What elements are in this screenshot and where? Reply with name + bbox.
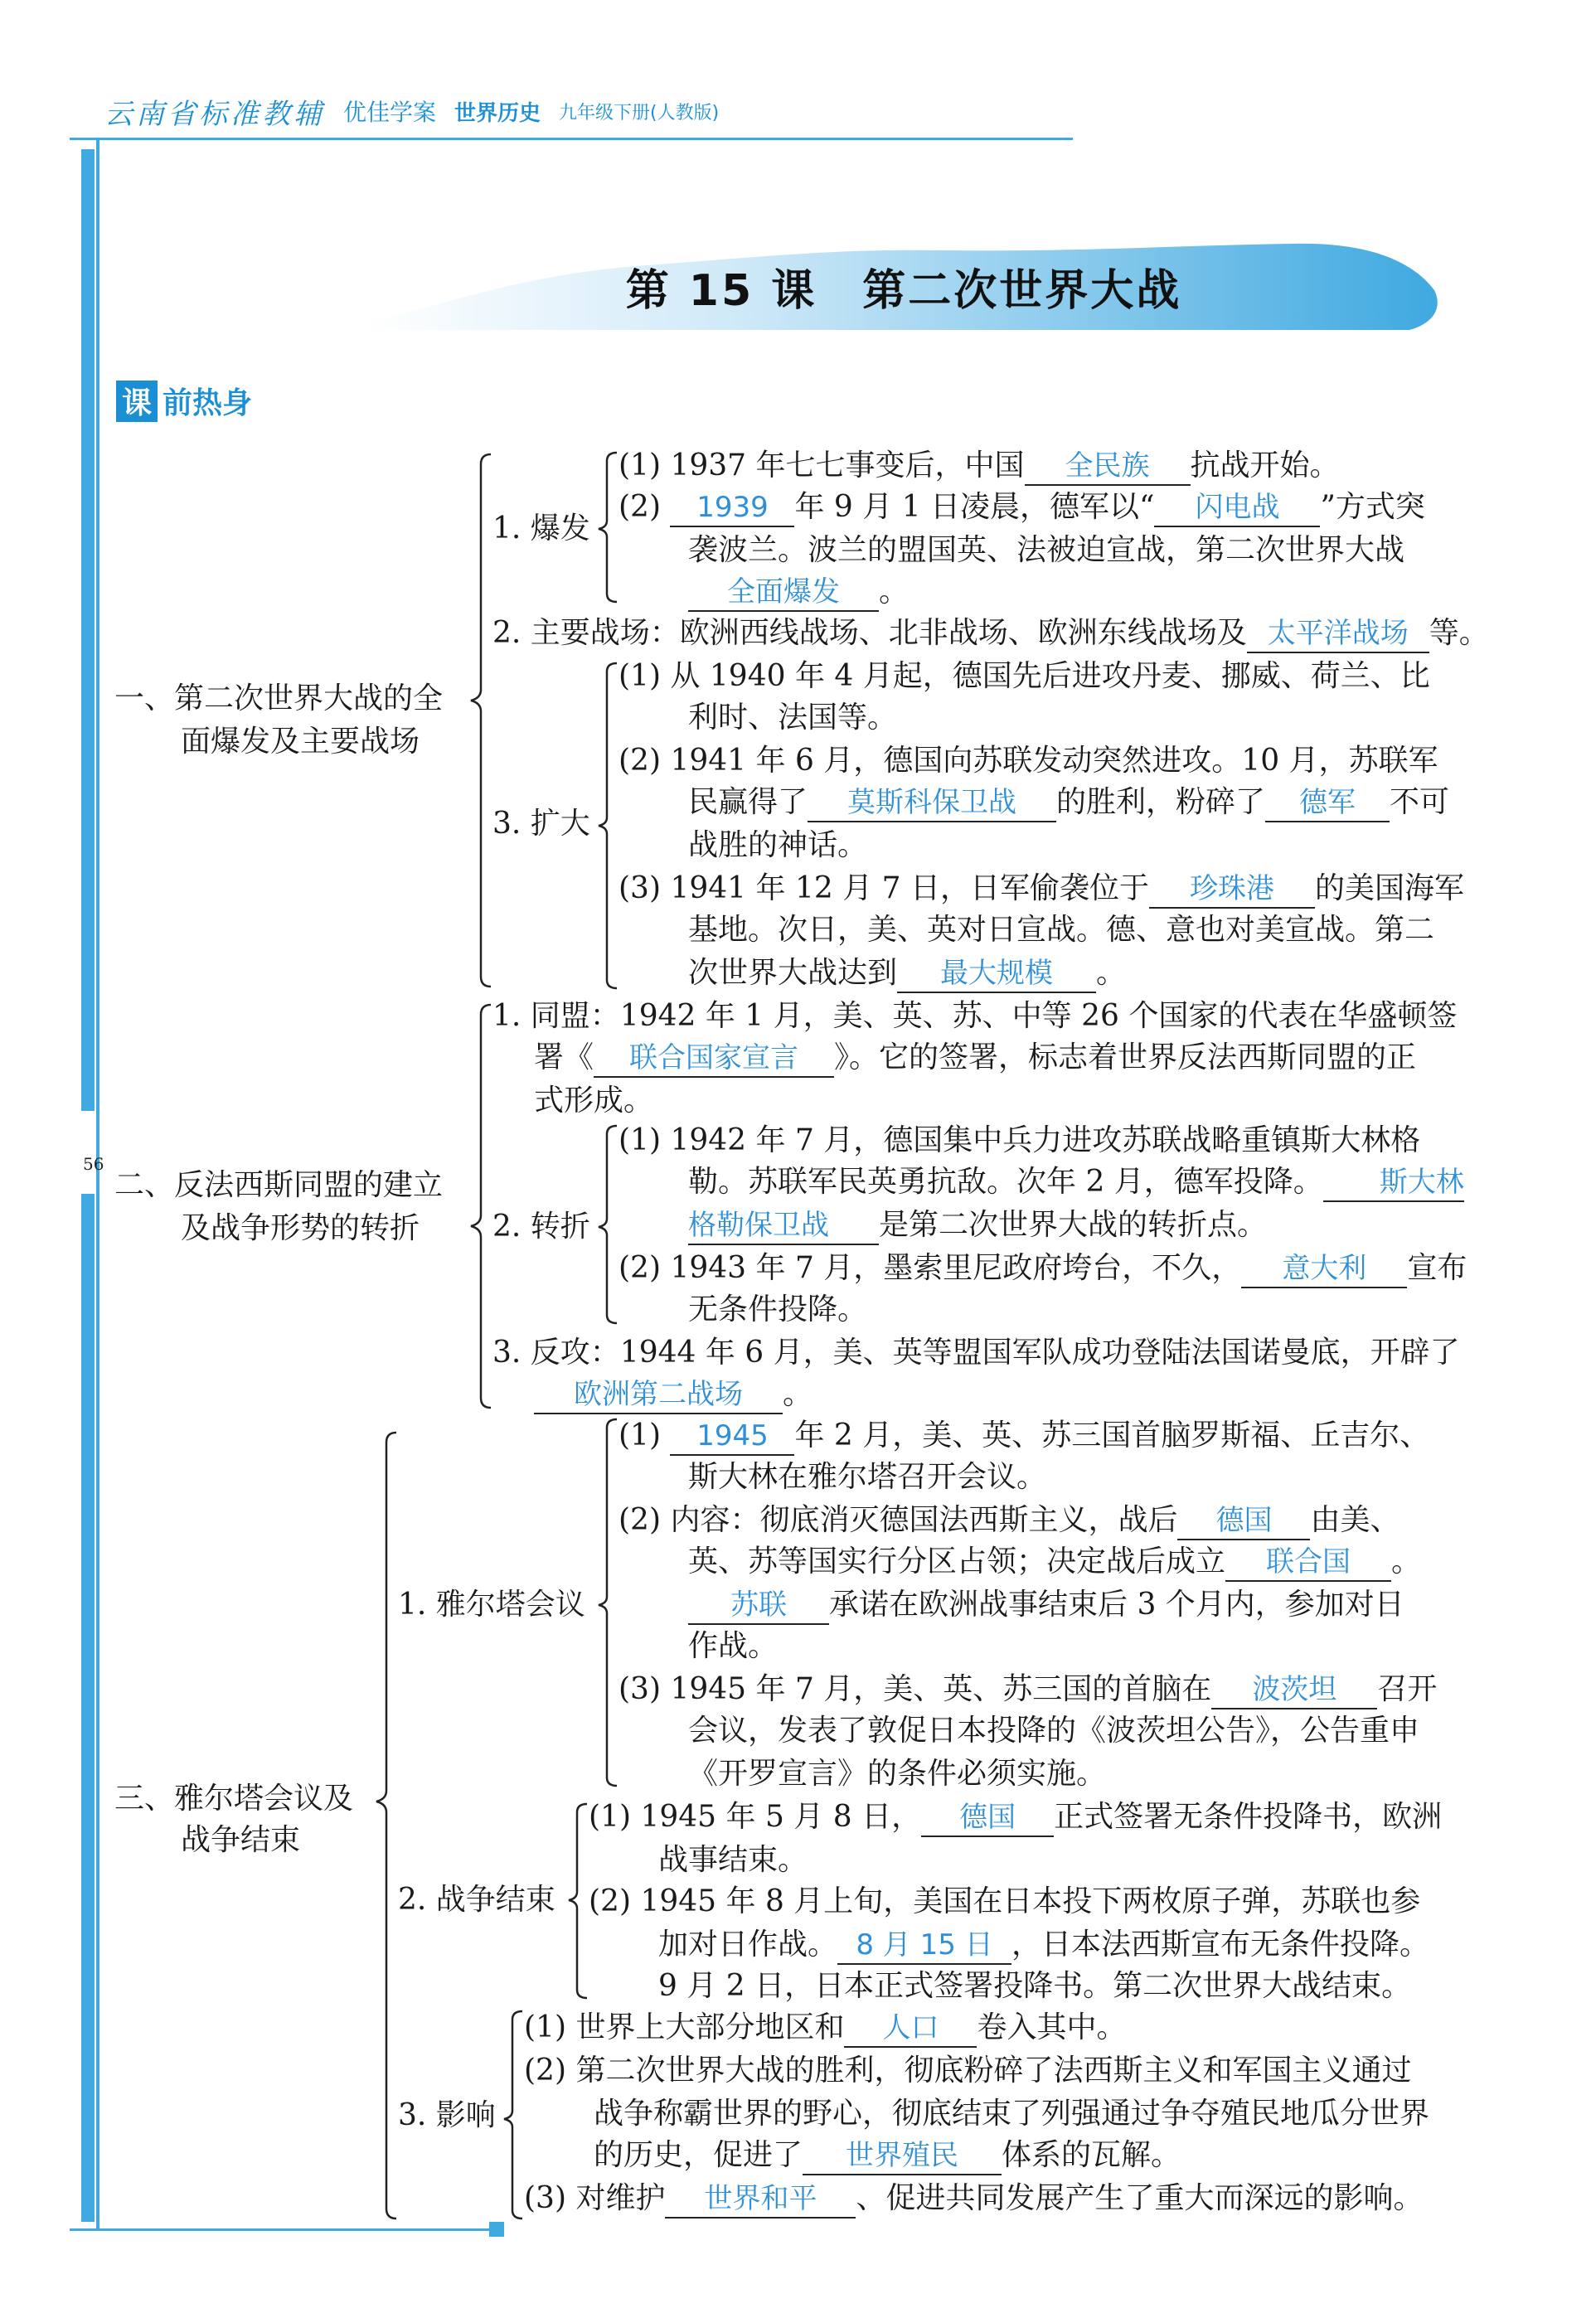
answer-blank: 莫斯科保卫战 xyxy=(808,784,1056,822)
s3-end-item1-line2: 战事结束。 xyxy=(658,1843,808,1877)
item-number: (2) xyxy=(619,744,661,778)
answer-blank: 全面爆发 xyxy=(688,574,879,612)
answer-blank: 闪电战 xyxy=(1154,489,1320,527)
s3-impact-item3 xyxy=(524,2177,1423,2220)
text-run: 勒。苏联军民英勇抗敌。次年 2 月，德军投降。 xyxy=(688,1165,1323,1199)
item-number: (2) xyxy=(619,1251,661,1285)
answer-blank: 格勒保卫战 xyxy=(688,1207,879,1245)
item-number: (2) xyxy=(589,1884,631,1918)
s1-expand-label: 3. 扩大 xyxy=(492,807,590,841)
s2-turn-item2-line2: 无条件投降。 xyxy=(688,1292,868,1326)
grade-name: 九年级下册(人教版) xyxy=(559,102,720,124)
text-run: 1937 年七七事变后，中国 xyxy=(670,449,1025,483)
s3-title-line2: 战争结束 xyxy=(181,1823,301,1857)
s2-counter-line2 xyxy=(534,1373,813,1416)
text-run: 内容：彻底消灭德国法西斯主义，战后 xyxy=(670,1503,1178,1537)
text-run: 年 9 月 1 日凌晨，德军以“ xyxy=(794,490,1155,524)
book-name: 优佳学案 xyxy=(343,99,437,126)
s1-expand-item2-line3: 战胜的神话。 xyxy=(688,828,868,862)
text-run: 1945 年 8 月上旬，美国在日本投下两枚原子弹，苏联也参 xyxy=(640,1884,1421,1918)
s3-impact-label: 3. 影响 xyxy=(398,2098,496,2132)
item-number: (1) xyxy=(524,2010,566,2044)
s2-turn-label: 2. 转折 xyxy=(492,1210,590,1244)
s3-end-item2-line2 xyxy=(658,1923,1429,1966)
s1-expand-item3-line3 xyxy=(688,952,1126,995)
text-run: 2. 主要战场：欧洲西线战场、北非战场、欧洲东线战场及 xyxy=(492,616,1247,650)
answer-blank: 德军 xyxy=(1265,784,1390,822)
s2-turn-item1-line2 xyxy=(688,1161,1464,1204)
text-run: 体系的瓦解。 xyxy=(1002,2138,1181,2172)
s3-end-item2-line3: 9 月 2 日，日本正式签署投降书。第二次世界大战结束。 xyxy=(658,1969,1412,2003)
text-run: 1943 年 7 月，墨索里尼政府垮台，不久， xyxy=(670,1251,1242,1285)
s2-alliance-line3: 式形成。 xyxy=(534,1084,654,1118)
s3-end-label: 2. 战争结束 xyxy=(398,1883,555,1917)
text-run: 的胜利，粉碎了 xyxy=(1056,785,1266,819)
text-run: 1945 年 7 月，美、英、苏三国的首脑在 xyxy=(670,1672,1212,1706)
text-run: 1941 年 12 月 7 日，日军偷袭位于 xyxy=(670,871,1150,905)
text-run: 加对日作战。 xyxy=(658,1928,838,1962)
section-label-text: 前热身 xyxy=(163,386,253,420)
s2-turn-item2-line1 xyxy=(619,1247,1467,1290)
text-run: 的历史，促进了 xyxy=(594,2138,803,2172)
item-number: (2) xyxy=(619,490,661,524)
s2-title-line2: 及战争形势的转折 xyxy=(181,1211,420,1245)
item-number: (2) xyxy=(524,2054,566,2088)
answer-blank: 1939 xyxy=(670,489,794,527)
s1-outbreak-item2-line2: 袭波兰。波兰的盟国英、法被迫宣战，第二次世界大战 xyxy=(688,533,1405,567)
answer-blank: 8 月 15 日 xyxy=(837,1927,1011,1965)
s1-outbreak-item1 xyxy=(619,444,1340,487)
s2-turn-item1-line3 xyxy=(688,1204,1267,1247)
text-run: 1942 年 7 月，德国集中兵力进攻苏联战略重镇斯大林格 xyxy=(670,1123,1421,1157)
text-run: 等。 xyxy=(1429,616,1489,650)
series-name: 云南省标准教辅 xyxy=(104,97,325,131)
s1-outbreak-item2-line1 xyxy=(619,486,1425,529)
text-run: 1941 年 6 月，德国向苏联发动突然进攻。10 月，苏联军 xyxy=(670,744,1438,778)
s2-title-line1: 二、反法西斯同盟的建立 xyxy=(114,1168,444,1202)
text-run: 。 xyxy=(879,575,910,609)
item-number: (3) xyxy=(524,2181,566,2215)
text-run: ，日本法西斯宣布无条件投降。 xyxy=(1011,1928,1430,1962)
answer-blank: 世界和平 xyxy=(665,2180,856,2219)
item-number: (1) xyxy=(619,449,661,483)
answer-blank: 联合国家宣言 xyxy=(594,1040,834,1078)
text-run: 、促进共同发展产生了重大而深远的影响。 xyxy=(856,2181,1424,2215)
item-number: (1) xyxy=(619,659,661,693)
s1-fronts xyxy=(492,612,1489,655)
answer-blank: 世界殖民 xyxy=(803,2137,1002,2175)
s3-yalta-item2-line3 xyxy=(688,1583,1404,1627)
text-run: 英、苏等国实行分区占领；决定战后成立 xyxy=(688,1545,1226,1578)
s3-title-line1: 三、雅尔塔会议及 xyxy=(114,1782,354,1816)
s1-outbreak-item2-line3 xyxy=(688,570,909,613)
text-run: 从 1940 年 4 月起，德国先后进攻丹麦、挪威、荷兰、比 xyxy=(670,659,1430,693)
answer-blank: 苏联 xyxy=(688,1587,829,1625)
s3-yalta-item2-line1 xyxy=(619,1499,1400,1542)
text-run: 抗战开始。 xyxy=(1190,449,1340,483)
answer-blank: 意大利 xyxy=(1241,1250,1407,1288)
s1-title-line2: 面爆发及主要战场 xyxy=(181,725,420,759)
text-run: 由美、 xyxy=(1310,1503,1400,1537)
s3-impact-item2-line1 xyxy=(524,2049,1411,2093)
s1-title-line1: 一、第二次世界大战的全 xyxy=(114,681,444,715)
s2-turn-item1-line1 xyxy=(619,1119,1420,1162)
text-run: 民赢得了 xyxy=(688,785,808,819)
text-run: 。 xyxy=(1096,956,1127,990)
s3-yalta-item3-line1 xyxy=(619,1668,1437,1711)
text-run: 次世界大战达到 xyxy=(688,956,898,990)
answer-blank: 1945 xyxy=(670,1418,794,1456)
s3-yalta-item3-line2: 会议，发表了敦促日本投降的《波茨坦公告》，公告重申 xyxy=(688,1714,1420,1748)
item-number: (1) xyxy=(589,1800,631,1834)
answer-blank: 波茨坦 xyxy=(1211,1671,1377,1709)
section-label-box: 课 xyxy=(116,381,158,422)
s1-expand-item3-line1 xyxy=(619,867,1464,910)
answer-blank: 联合国 xyxy=(1225,1544,1391,1582)
s3-impact-item2-line3 xyxy=(594,2134,1181,2177)
s3-end-item2-line1 xyxy=(589,1880,1420,1923)
s1-expand-item2-line2 xyxy=(688,781,1449,824)
text-run: ”方式突 xyxy=(1320,490,1425,524)
item-number: (2) xyxy=(619,1503,661,1537)
text-run: 承诺在欧洲战事结束后 3 个月内，参加对日 xyxy=(829,1588,1404,1622)
answer-blank: 德国 xyxy=(921,1799,1054,1837)
s3-impact-item2-line2: 战争称霸世界的野心，彻底结束了列强通过争夺殖民地瓜分世界 xyxy=(594,2097,1430,2131)
text-run: 。 xyxy=(783,1377,813,1411)
text-run: 是第二次世界大战的转折点。 xyxy=(879,1208,1268,1242)
s1-expand-item1-line2: 利时、法国等。 xyxy=(688,701,898,735)
text-run: 宣布 xyxy=(1407,1251,1467,1285)
s3-end-item1-line1 xyxy=(589,1796,1442,1839)
s3-yalta-item3-line3: 《开罗宣言》的条件必须实施。 xyxy=(688,1757,1107,1791)
item-number: (3) xyxy=(619,871,661,905)
s1-outbreak-label: 1. 爆发 xyxy=(492,512,590,546)
s2-counter-line1: 3. 反攻：1944 年 6 月，美、英等盟国军队成功登陆法国诺曼底，开辟了 xyxy=(492,1336,1460,1370)
s3-impact-item1 xyxy=(524,2006,1126,2049)
answer-blank: 人口 xyxy=(844,2010,977,2048)
answer-blank: 欧洲第二战场 xyxy=(534,1376,783,1414)
text-run: 卷入其中。 xyxy=(977,2010,1127,2044)
s1-expand-item3-line2: 基地。次日，美、英对日宣战。德、意也对美宣战。第二 xyxy=(688,913,1435,947)
text-run: 召开 xyxy=(1377,1672,1438,1706)
s3-yalta-item1-line2: 斯大林在雅尔塔召开会议。 xyxy=(688,1460,1047,1494)
s3-yalta-item2-line2 xyxy=(688,1540,1421,1583)
item-number: (1) xyxy=(619,1418,661,1452)
text-run: 1945 年 5 月 8 日， xyxy=(640,1800,922,1834)
answer-blank: 最大规模 xyxy=(897,955,1096,993)
page-number: 56 xyxy=(83,1154,104,1174)
s2-alliance-line2 xyxy=(534,1036,1416,1079)
text-run: 第二次世界大战的胜利，彻底粉碎了法西斯主义和军国主义通过 xyxy=(575,2054,1412,2088)
s3-yalta-item1-line1 xyxy=(619,1414,1429,1457)
subject-name: 世界历史 xyxy=(454,100,541,126)
text-run: 对维护 xyxy=(575,2181,666,2215)
text-run: 》。它的签署，标志着世界反法西斯同盟的正 xyxy=(834,1040,1417,1074)
s2-alliance-line1: 1. 同盟：1942 年 1 月，美、英、苏、中等 26 个国家的代表在华盛顿签 xyxy=(492,999,1458,1033)
text-run: 署《 xyxy=(534,1040,594,1074)
text-run: 年 2 月，美、英、苏三国首脑罗斯福、丘吉尔、 xyxy=(794,1418,1430,1452)
lesson-title: 第 15 课 第二次世界大战 xyxy=(625,265,1182,316)
s3-yalta-label: 1. 雅尔塔会议 xyxy=(398,1588,585,1622)
answer-blank: 全民族 xyxy=(1025,448,1191,486)
text-run: 不可 xyxy=(1390,785,1450,819)
answer-blank: 德国 xyxy=(1177,1502,1310,1540)
text-run: 正式签署无条件投降书，欧洲 xyxy=(1054,1800,1443,1834)
item-number: (1) xyxy=(619,1123,661,1157)
s1-expand-item1-line1 xyxy=(619,655,1430,698)
text-run: 的美国海军 xyxy=(1315,871,1465,905)
answer-blank: 珍珠港 xyxy=(1149,870,1315,909)
answer-blank: 太平洋战场 xyxy=(1247,615,1429,653)
answer-blank: 斯大林 xyxy=(1323,1164,1464,1202)
s1-expand-item2-line1 xyxy=(619,740,1438,783)
text-run: 。 xyxy=(1391,1545,1422,1578)
text-run: 世界上大部分地区和 xyxy=(575,2010,845,2044)
item-number: (3) xyxy=(619,1672,661,1706)
s3-yalta-item2-line4: 作战。 xyxy=(688,1629,779,1663)
